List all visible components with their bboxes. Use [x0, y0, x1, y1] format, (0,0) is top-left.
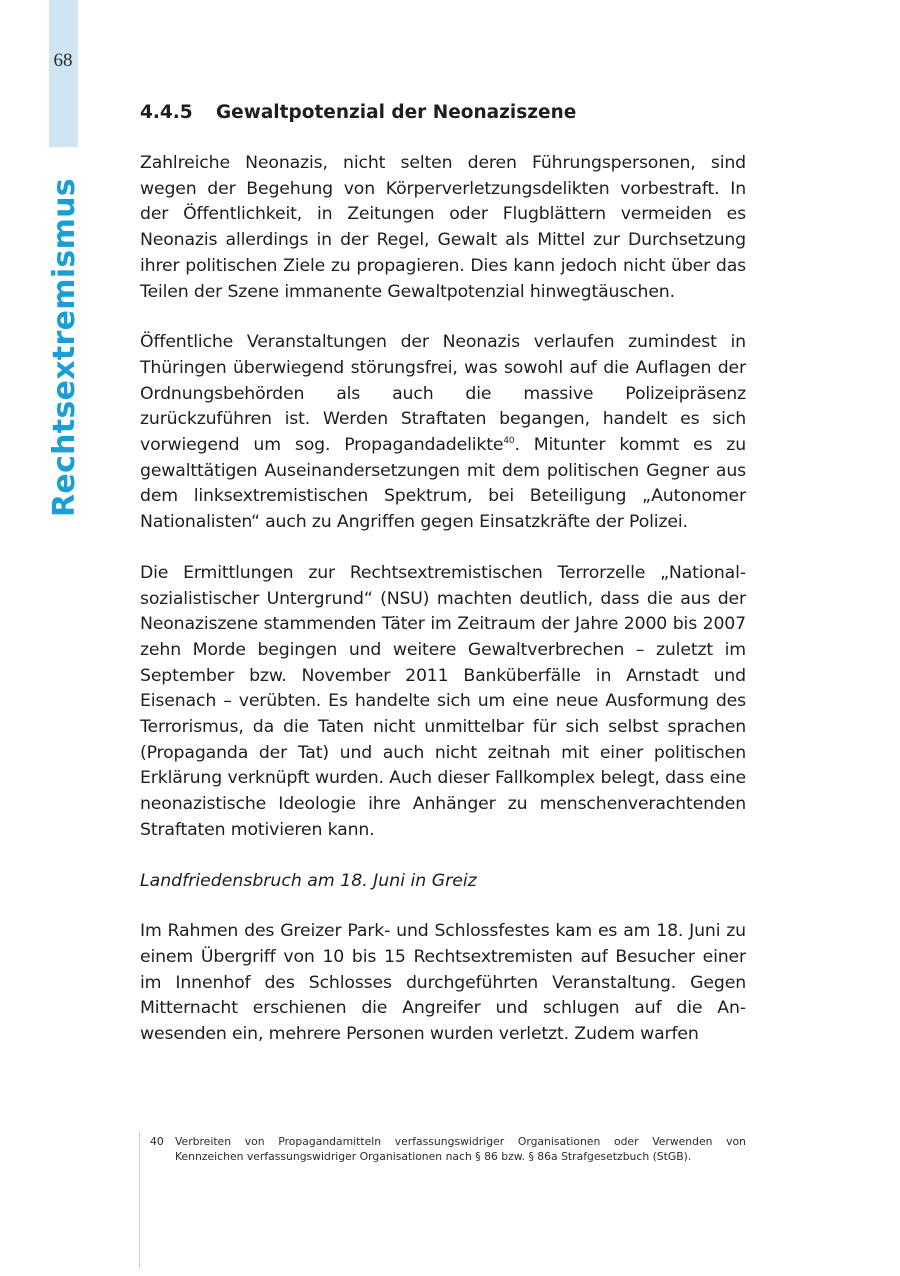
paragraph-2-text-before: Öffentliche Veranstaltungen der Neonazis verlaufen zumindest in Thüringen überwiegend störungsfrei, was sowohl auf die Auflagen der Ordnungsbehörden als auch die massive Polizeipräsenz zurückzuführen ist. Werden Straftaten begangen, handelt es sich vorwiegend um sog. Propagandadelikte: [140, 332, 746, 456]
paragraph-2: [140, 330, 746, 536]
side-chapter-title-text: Rechtsextremismus: [46, 177, 82, 517]
paragraph-4: Im Rahmen des Greizer Park- und Schlossfestes kam es am 18. Juni zu einem Übergriff von 10 bis 15 Rechtsextremisten auf Besucher einer im Innenhof des Schlosses durchgeführten Veranstaltung. Gegen Mitternacht erschienen die Angreifer und schlugen auf die Anwesenden ein, mehrere Personen wurden verletzt. Zudem warfen: [140, 921, 746, 1045]
paragraph-3: Die Ermittlungen zur Rechtsextremistischen Terrorzelle „Nationalsozialistischer Untergrund“ (NSU) machten deutlich, dass die aus der Neonaziszene stammenden Täter im Zeitraum der Jahre 2000 bis 2007 zehn Morde begingen und weitere Gewaltverbrechen – zuletzt im September bzw. November 2011 Banküberfälle in Arnstadt und Eisenach – verübten. Es handelte sich um eine neue Ausformung des Terrorismus, da die Taten nicht unmittelbar für sich selbst sprachen (Propaganda der Tat) und auch nicht zeitnah mit einer politischen Erklärung verknüpft wurden. Auch dieser Fallkomplex belegt, dass eine neonazistische Ideologie ihre Anhänger zu menschenverachtenden Straftaten motivieren kann.: [140, 562, 746, 840]
footnote-number: 40: [150, 1135, 164, 1148]
section-number: 4.4.5: [140, 102, 193, 123]
side-chapter-title: [44, 177, 84, 517]
paragraph-1: Zahlreiche Neonazis, nicht selten deren Führungspersonen, sind wegen der Begehung von Körperverletzungsdelikten vorbestraft. In der Öffentlichkeit, in Zeitungen oder Flugblättern vermeiden es Neonazis allerdings in der Regel, Gewalt als Mittel zur Durchsetzung ihrer politischen Ziele zu propagieren. Dies kann jedoch nicht über das Teilen der Szene immanente Gewaltpotenzial hinwegtäuschen.: [140, 153, 746, 302]
paragraph-2-text-after: . Mitunter kommt es zu gewalttätigen Auseinandersetzungen mit dem politischen Gegner aus dem linksextremistischen Spektrum, bei Beteiligung „Autonomer Nationalisten“ auch zu Angriffen gegen Einsatzkräfte der Polizei.: [140, 435, 746, 533]
page-number: 68: [53, 50, 73, 71]
section-title: Gewaltpotenzial der Neonaziszene: [216, 102, 577, 123]
footnote-text: Verbreiten von Propagandamitteln verfassungswidriger Organisationen oder Verwenden von Kennzeichen verfassungswidriger Organisationen nach § 86 bzw. § 86a Strafgesetzbuch (StGB).: [175, 1135, 746, 1163]
subheading: Landfriedensbruch am 18. Juni in Greiz: [140, 870, 477, 891]
footnote: [150, 1135, 746, 1164]
side-color-bar: [49, 0, 78, 147]
main-content: [140, 100, 746, 1073]
footnote-reference: 40: [503, 436, 515, 447]
footnote-rule: [139, 1131, 140, 1269]
section-heading: [140, 100, 746, 126]
